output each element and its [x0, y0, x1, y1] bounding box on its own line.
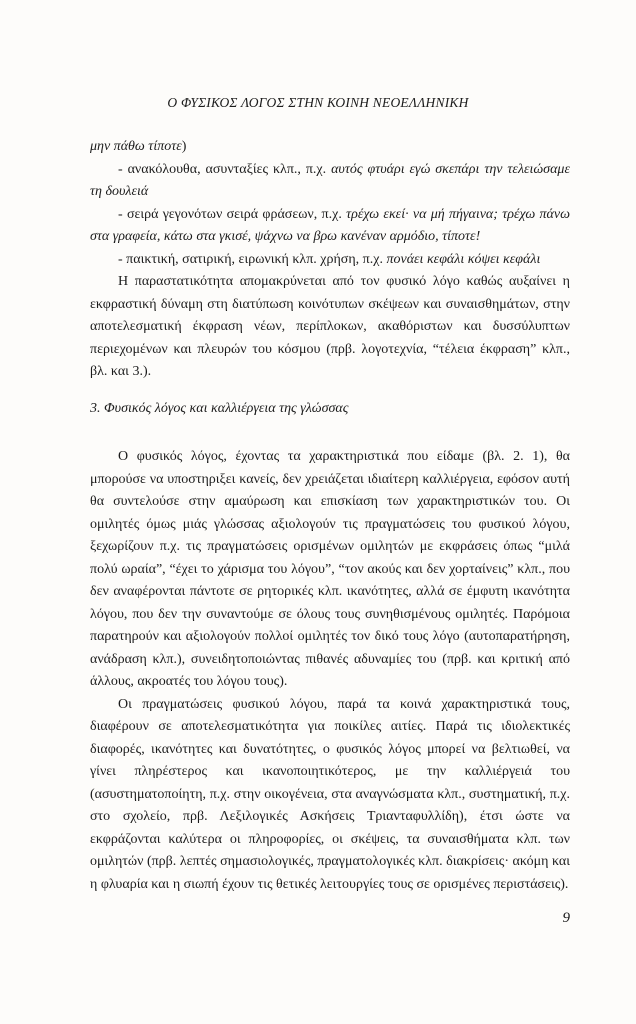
- list-item-example: πονάει κεφάλι κόψει κεφάλι: [386, 251, 541, 267]
- paragraph: Οι πραγματώσεις φυσικού λόγου, παρά τα κοινά χαρακτηριστικά τους, διαφέρουν σε αποτελεσματικότητα για ποικίλες αιτίες. Παρά τις ιδιολεκτικές διαφορές, ικανότητες και δυνατότητες, ο φυσικός λόγος μπορεί να βελτιωθεί, να γίνει πληρέστερος και ικανοποιητικότερος, με την καλλιέργειά του (ασυστηματοποίητη, π.χ. στην οικογένεια, στα αναγνώσματα κλπ., συστηματική, π.χ. στο σχολείο, πρβ. Λεξιλογικές Ασκήσεις Τριανταφυλλίδη), έτσι ώστε να εκφράζονται καλύτερα οι πληροφορίες, οι σκέψεις, τα συναισθήματα κλπ. των ομιλητών (πρβ. λεπτές σημασιολογικές, πραγματολογικές κλπ. διακρίσεις· ακόμη και η φλυαρία και η σιωπή έχουν τις θετικές λειτουργίες τους σε ορισμένες περιστάσεις).: [90, 696, 570, 892]
- list-item-lead: - ανακόλουθα, ασυνταξίες κλπ., π.χ.: [118, 161, 332, 177]
- intro-line: [90, 136, 570, 159]
- list-item: [90, 249, 570, 272]
- running-head: Ο ΦΥΣΙΚΟΣ ΛΟΓΟΣ ΣΤΗΝ ΚΟΙΝΗ ΝΕΟΕΛΛΗΝΙΚΗ: [167, 95, 469, 110]
- page-number: 9: [562, 910, 570, 926]
- body-text: [90, 136, 570, 896]
- paragraph: Ο φυσικός λόγος, έχοντας τα χαρακτηριστικά που είδαμε (βλ. 2. 1), θα μπορούσε να υποστηριξει κανείς, δεν χρειάζεται ιδιαίτερη καλλιέργεια, εφόσον αυτή θα συντελούσε στην αμαύρωση και επισκίαση των χαρακτηριστικών του. Οι ομιλητές όμως μιάς γλώσσας αξιολογούν τις πραγματώσεις του φυσικού λόγου, ξεχωρίζουν π.χ. τις πραγματώσεις ορισμένων ομιλητών με εκφράσεις όπως “μιλά πολύ ωραία”, “έχει το χάρισμα του λόγου”, “τον ακούς και δεν χορταίνεις” κλπ., που δεν αναφέρονται πάντοτε σε ρητορικές κλπ. ικανότητες, αλλά σε έμφυτη ικανότητα λόγου, που δεν την συναντούμε σε όλους τους συνηθισμένους ομιλητές. Παρόμοια παρατηρούν και αξιολογούν πολλοί ομιλητές τον δικό τους λόγο (αυτοπαρατήρηση, ανάδραση κλπ.), συνειδητοποιώντας πιθανές αδυναμίες του (πρβ. και κριτική από άλλους, ακροατές του λόγου τους).: [90, 449, 570, 689]
- list-item: [90, 204, 570, 249]
- intro-tail: ): [181, 139, 187, 154]
- list-item: [90, 159, 570, 204]
- list-item-example: τρέχω εκεί· να μή πήγαινα; τρέχω πάνω στα γραφεία, κάτω στα γκισέ, ψάχνω να βρω κανέναν αρμόδιο, τίποτε!: [90, 206, 570, 244]
- list-item-lead: - σειρά γεγονότων σειρά φράσεων, π.χ.: [118, 206, 347, 222]
- list-item-example: αυτός φτυάρι εγώ σκεπάρι την τελειώσαμε τη δουλειά: [90, 161, 570, 199]
- intro-italic: μην πάθω τίποτε: [90, 139, 182, 154]
- list-item-lead: - παικτική, σατιρική, ειρωνική κλπ. χρήση, π.χ.: [118, 251, 387, 267]
- paragraph: Η παραστατικότητα απομακρύνεται από τον φυσικό λόγο καθώς αυξαίνει η εκφραστική δύναμη στη διατύπωση κοινότυπων σκέψεων και συναισθημάτων, στην αποτελεσματική έκφραση νέων, περίπλοκων, ακαθόριστων και δυσσύλυπτων περιεχομένων και πλευρών του κόσμου (πρβ. λογοτεχνία, “τέλεια έκφραση” κλπ., βλ. και 3.).: [90, 274, 570, 379]
- section-heading: 3. Φυσικός λόγος και καλλιέργεια της γλώσσας: [90, 400, 349, 416]
